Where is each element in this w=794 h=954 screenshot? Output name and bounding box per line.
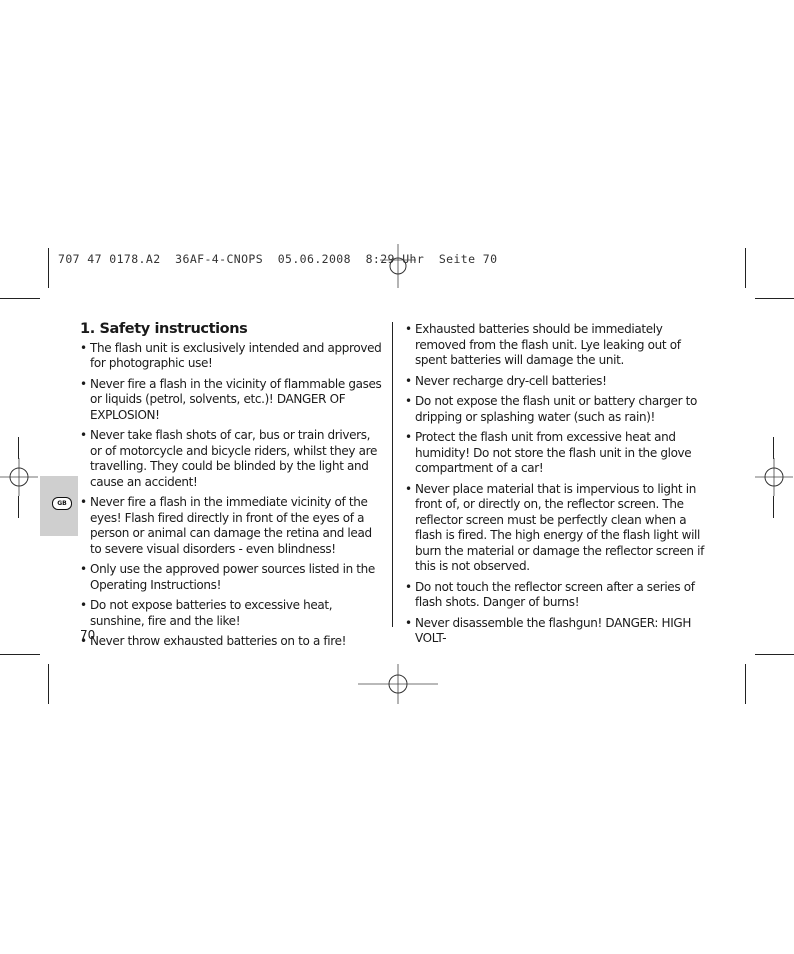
page-number: 70 — [80, 628, 96, 642]
language-badge: GB — [52, 497, 72, 510]
list-item: • Never throw exhausted batteries on to a fire! — [80, 634, 385, 650]
section-title: 1. Safety instructions — [80, 321, 248, 337]
list-item: • Do not expose batteries to excessive heat, sunshine, fire and the like! — [80, 598, 385, 629]
crop-mark-bottom-right-horizontal — [755, 654, 794, 655]
print-header: 707 47 0178.A2 36AF-4-CNOPS 05.06.2008 8:29 Uhr Seite 70 — [58, 252, 498, 266]
registration-mark-bottom-icon — [358, 664, 438, 704]
list-item: • Protect the flash unit from excessive heat and humidity! Do not store the flash unit in the glove compartment of a car! — [405, 430, 711, 477]
list-item: • Exhausted batteries should be immediately removed from the flash unit. Lye leaking out of spent batteries will damage the unit. — [405, 322, 711, 369]
list-item: • Never fire a flash in the immediate vicinity of the eyes! Flash fired directly in front of the eyes of a person or animal can damage the retina and lead to severe visual disorders - even blindness! — [80, 495, 385, 557]
crop-mark-bottom-left-vertical — [48, 664, 49, 704]
list-item: • Never fire a flash in the vicinity of flammable gases or liquids (petrol, solvents, etc.)! DANGER OF EXPLOSION! — [80, 377, 385, 424]
list-item: • The flash unit is exclusively intended and approved for photographic use! — [80, 341, 385, 372]
list-item: • Never recharge dry-cell batteries! — [405, 374, 711, 390]
right-column — [405, 322, 711, 652]
crop-mark-right-side-lower — [773, 496, 774, 518]
left-column — [80, 322, 385, 655]
crop-mark-top-left-horizontal — [0, 298, 40, 299]
right-bullet-list — [405, 322, 711, 647]
list-item: • Do not touch the reflector screen after a series of flash shots. Danger of burns! — [405, 580, 711, 611]
list-item: • Never place material that is impervious to light in front of, or directly on, the reflector screen. The reflector screen must be perfectly clean when a flash is fired. The high energy of the flash light will burn the material or damage the reflector screen if this is not observed. — [405, 482, 711, 575]
crop-mark-top-left-vertical — [48, 248, 49, 288]
registration-mark-right-icon — [755, 458, 793, 496]
registration-mark-top-icon — [380, 244, 416, 288]
list-item: • Only use the approved power sources listed in the Operating Instructions! — [80, 562, 385, 593]
list-item: • Never take flash shots of car, bus or train drivers, or of motorcycle and bicycle riders, whilst they are travelling. They could be blinded by the light and cause an accident! — [80, 428, 385, 490]
list-item: • Do not expose the flash unit or battery charger to dripping or splashing water (such as rain)! — [405, 394, 711, 425]
column-divider — [392, 322, 393, 627]
crop-mark-bottom-right-vertical — [745, 664, 746, 704]
crop-mark-left-side-lower — [18, 496, 19, 518]
left-bullet-list — [80, 341, 385, 650]
list-item: • Never disassemble the flashgun! DANGER: HIGH VOLT- — [405, 616, 711, 647]
registration-mark-left-icon — [0, 458, 38, 496]
crop-mark-left-side — [18, 437, 19, 459]
crop-mark-top-right-horizontal — [755, 298, 794, 299]
crop-mark-bottom-left-horizontal — [0, 654, 40, 655]
crop-mark-right-side — [773, 437, 774, 459]
crop-mark-top-right-vertical — [745, 248, 746, 288]
